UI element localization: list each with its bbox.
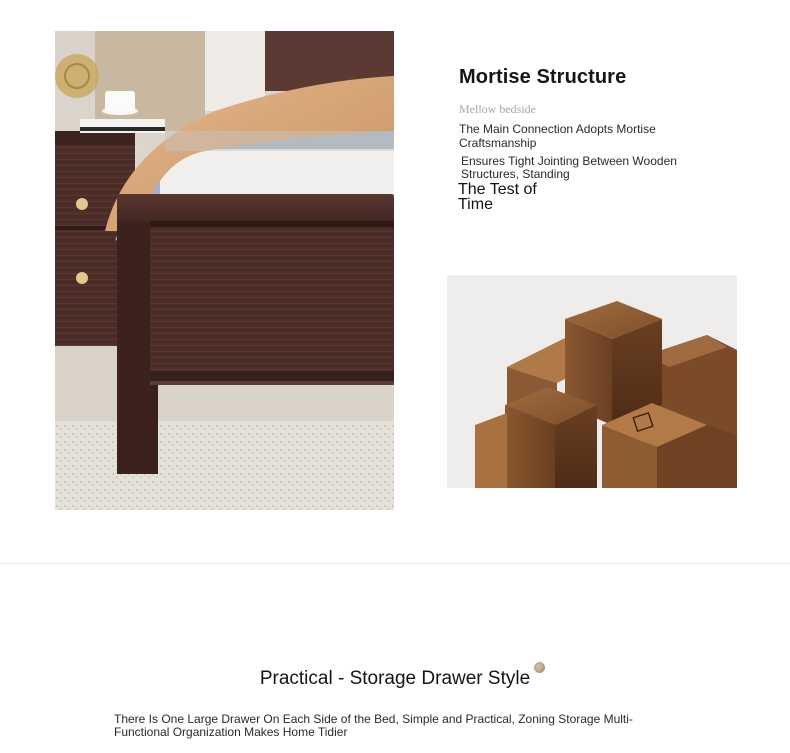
mortise-description-3: The Test of Time [458, 181, 537, 213]
storage-title: Practical - Storage Drawer Style [259, 668, 531, 689]
mortise-subtitle: Mellow bedside [459, 102, 536, 116]
storage-description: There Is One Large Drawer On Each Side of the Bed, Simple and Practical, Zoning Storage Multi-Functional Organization Makes Home Tidier [114, 712, 633, 739]
section-divider [0, 563, 790, 564]
decorative-dot-icon [534, 662, 545, 673]
mortise-description-1: The Main Connection Adopts Mortise Craftsmanship [459, 122, 656, 150]
mortise-title: Mortise Structure [459, 66, 627, 88]
mortise-description-2: Ensures Tight Jointing Between Wooden Structures, Standing [461, 154, 677, 181]
bed-photo [55, 31, 394, 510]
wood-cube-photo [447, 275, 737, 488]
